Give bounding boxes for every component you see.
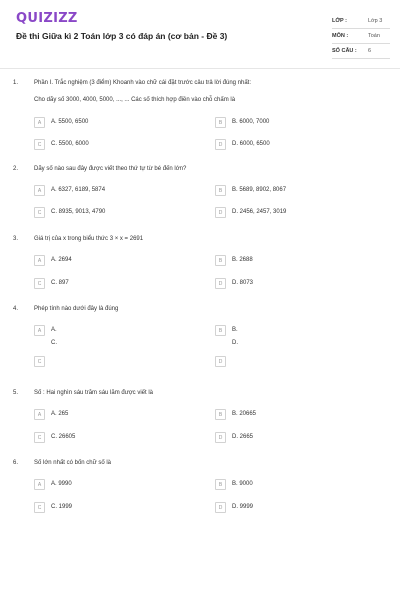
- option-c[interactable]: [34, 502, 184, 516]
- option-text: A. 9990: [51, 481, 72, 487]
- option-letter-box[interactable]: B: [215, 409, 226, 420]
- meta-row-class: [332, 14, 390, 29]
- option-letter-box[interactable]: D: [215, 432, 226, 443]
- header-divider: [0, 68, 400, 69]
- option-text: B.: [232, 327, 238, 333]
- option-text: B. 5689, 8902, 8067: [232, 187, 287, 193]
- option-letter-box[interactable]: B: [215, 117, 226, 128]
- option-b[interactable]: [215, 185, 365, 199]
- option-d[interactable]: [215, 340, 365, 370]
- option-text: A. 2694: [51, 257, 72, 263]
- option-b[interactable]: [215, 479, 365, 493]
- option-d[interactable]: [215, 139, 365, 153]
- meta-label: MÔN :: [332, 33, 349, 39]
- worksheet-meta: [332, 14, 390, 59]
- option-letter-box[interactable]: C: [34, 207, 45, 218]
- option-a[interactable]: [34, 409, 184, 423]
- option-letter-box[interactable]: C: [34, 502, 45, 513]
- option-text: C.: [51, 340, 57, 346]
- option-letter-box[interactable]: A: [34, 117, 45, 128]
- question-text: Dãy số nào sau đây được viết theo thứ tự từ bé đến lớn?: [34, 166, 187, 172]
- quizizz-logo: QUIZIZZ: [16, 11, 78, 26]
- option-letter-box[interactable]: A: [34, 479, 45, 490]
- option-letter-box[interactable]: B: [215, 479, 226, 490]
- worksheet-header: [0, 0, 400, 62]
- option-b[interactable]: [215, 409, 365, 423]
- option-letter-box[interactable]: A: [34, 185, 45, 196]
- meta-label: SỐ CÂU :: [332, 48, 357, 54]
- option-text: C. 26605: [51, 434, 76, 440]
- meta-label: LỚP :: [332, 18, 347, 24]
- option-a[interactable]: [34, 325, 184, 339]
- option-d[interactable]: [215, 432, 365, 446]
- option-letter-box[interactable]: D: [215, 356, 226, 367]
- option-a[interactable]: [34, 255, 184, 269]
- meta-row-question-count: [332, 44, 390, 59]
- option-c[interactable]: [34, 139, 184, 153]
- question-number: 3.: [13, 236, 19, 242]
- option-text: A.: [51, 327, 57, 333]
- question-number: 4.: [13, 306, 19, 312]
- question-number: 6.: [13, 460, 19, 466]
- option-text: B. 2688: [232, 257, 253, 263]
- option-letter-box[interactable]: B: [215, 255, 226, 266]
- option-text: D. 2665: [232, 434, 254, 440]
- option-letter-box[interactable]: D: [215, 139, 226, 150]
- option-b[interactable]: [215, 117, 365, 131]
- option-c[interactable]: [34, 432, 184, 446]
- option-a[interactable]: [34, 479, 184, 493]
- question-text: Số : Hai nghìn sáu trăm sáu lăm được viết là: [34, 390, 154, 396]
- question-text: Giá trị của x trong biểu thức 3 × x = 2691: [34, 236, 144, 242]
- option-text: D. 2456, 2457, 3019: [232, 209, 287, 215]
- option-letter-box[interactable]: D: [215, 278, 226, 289]
- option-text: B. 20665: [232, 411, 257, 417]
- option-letter-box[interactable]: C: [34, 356, 45, 367]
- option-b[interactable]: [215, 255, 365, 269]
- option-text: B. 9000: [232, 481, 253, 487]
- option-d[interactable]: [215, 502, 365, 516]
- worksheet-title: Đề thi Giữa kì 2 Toán lớp 3 có đáp án (cơ bản - Đề 3): [16, 31, 228, 41]
- option-letter-box[interactable]: B: [215, 185, 226, 196]
- meta-value: Toán: [368, 33, 380, 39]
- option-c[interactable]: [34, 207, 184, 221]
- option-text: A. 265: [51, 411, 69, 417]
- option-letter-box[interactable]: A: [34, 325, 45, 336]
- option-a[interactable]: [34, 117, 184, 131]
- option-text: A. 5500, 6500: [51, 119, 89, 125]
- meta-value: 6: [368, 48, 372, 54]
- option-text: D. 9999: [232, 504, 254, 510]
- option-text: C. 897: [51, 280, 69, 286]
- question-text: Cho dãy số 3000, 4000, 5000, ..., ... Các số thích hợp điền vào chỗ chấm là: [34, 97, 236, 103]
- option-letter-box[interactable]: D: [215, 207, 226, 218]
- option-text: D. 8073: [232, 280, 254, 286]
- option-text: C. 8935, 9013, 4790: [51, 209, 106, 215]
- option-letter-box[interactable]: B: [215, 325, 226, 336]
- question-text: Phần I. Trắc nghiệm (3 điểm) Khoanh vào chữ cái đặt trước câu trả lời đúng nhất:: [34, 80, 252, 86]
- question-number: 5.: [13, 390, 19, 396]
- option-text: B. 6000, 7000: [232, 119, 270, 125]
- option-text: D. 6000, 6500: [232, 141, 270, 147]
- option-text: D.: [232, 340, 238, 346]
- question-text: Phép tính nào dưới đây là đúng: [34, 306, 119, 312]
- meta-value: Lớp 3: [368, 18, 383, 24]
- option-d[interactable]: [215, 207, 365, 221]
- option-c[interactable]: [34, 278, 184, 292]
- option-letter-box[interactable]: C: [34, 432, 45, 443]
- option-text: C. 5500, 6000: [51, 141, 89, 147]
- option-a[interactable]: [34, 185, 184, 199]
- question-number: 1.: [13, 80, 19, 86]
- option-letter-box[interactable]: D: [215, 502, 226, 513]
- option-letter-box[interactable]: A: [34, 255, 45, 266]
- option-letter-box[interactable]: C: [34, 278, 45, 289]
- option-d[interactable]: [215, 278, 365, 292]
- question-number: 2.: [13, 166, 19, 172]
- meta-row-subject: [332, 29, 390, 44]
- option-c[interactable]: [34, 340, 184, 370]
- option-letter-box[interactable]: C: [34, 139, 45, 150]
- option-text: C. 1999: [51, 504, 73, 510]
- option-text: A. 6327, 6189, 5874: [51, 187, 106, 193]
- option-letter-box[interactable]: A: [34, 409, 45, 420]
- question-text: Số lớn nhất có bốn chữ số là: [34, 460, 111, 466]
- option-b[interactable]: [215, 325, 365, 339]
